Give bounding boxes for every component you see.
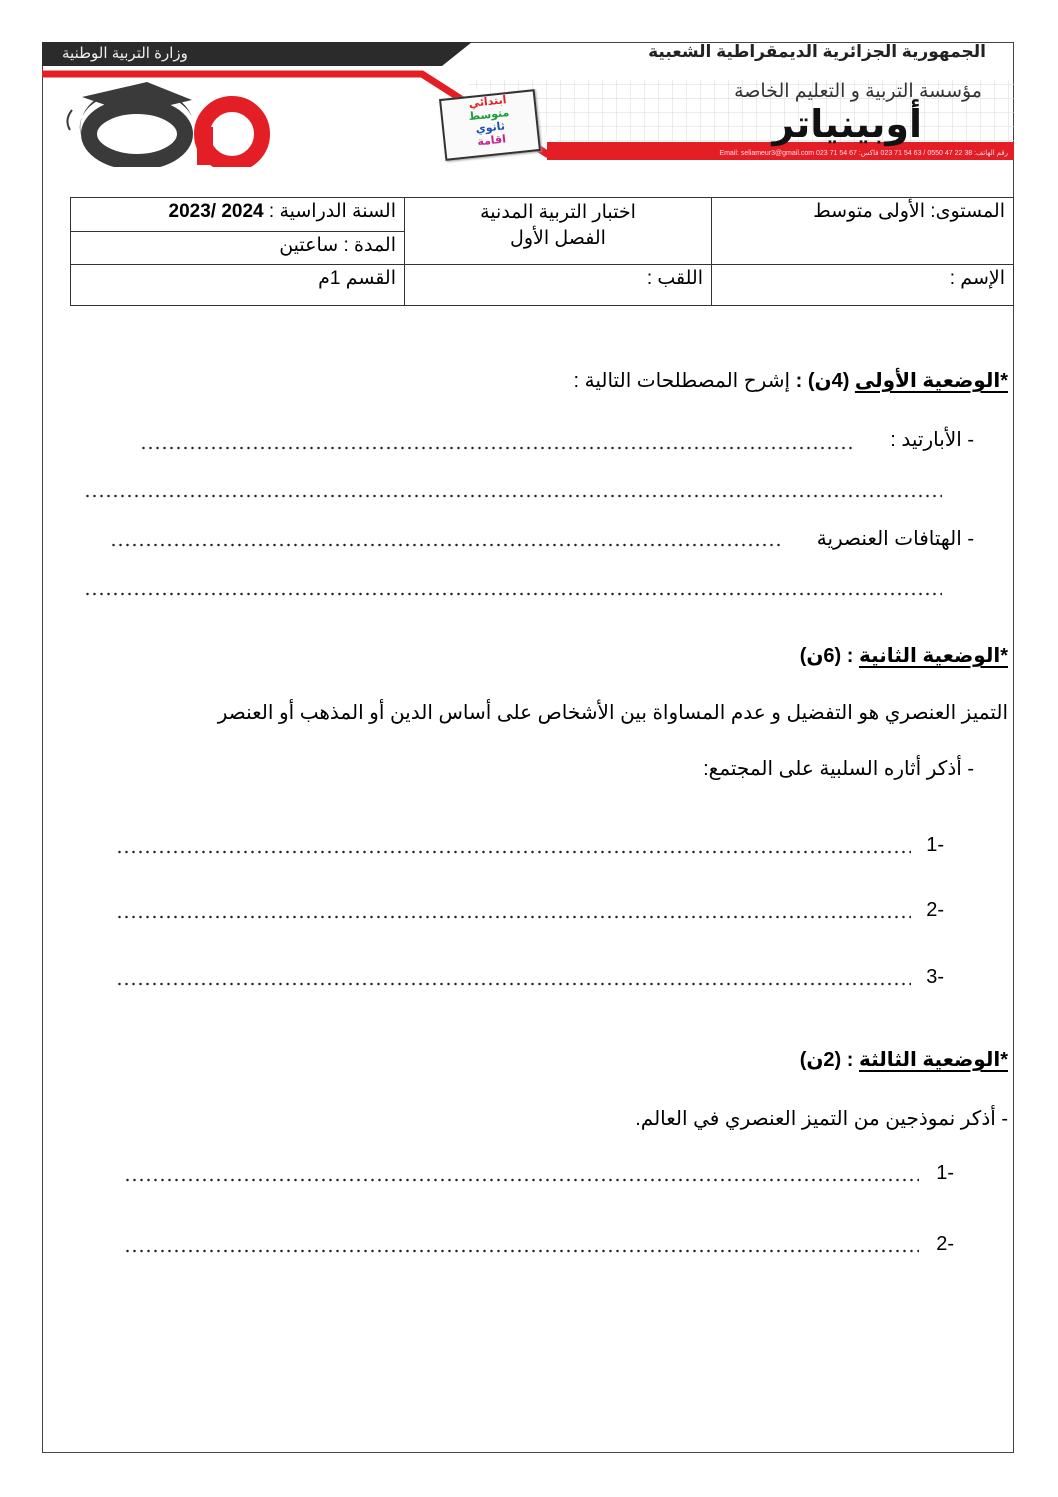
answer-line[interactable]: [110, 543, 780, 547]
exam-term: الفصل الأول: [510, 228, 606, 249]
republic-label: الجمهورية الجزائرية الديمقراطية الشعبية: [648, 42, 986, 61]
school-year-value: 2023/ 2024: [168, 201, 264, 222]
header-banner: [42, 42, 1014, 167]
answer-number: -2: [936, 1233, 954, 1255]
class-cell: [71, 265, 405, 306]
exam-title: اختبار التربية المدنية: [480, 202, 636, 223]
surname-label: اللقب :: [646, 268, 703, 289]
section3-title: *الوضعية الثالثة: [859, 1049, 1008, 1071]
duration-text: المدة : ساعتين: [279, 234, 396, 256]
answer-line[interactable]: [116, 982, 911, 986]
institution-name: مؤسسة التربية و التعليم الخاصة: [734, 81, 982, 102]
level-residence: اقامة: [476, 133, 507, 149]
answer-line[interactable]: [116, 915, 911, 919]
answer-line[interactable]: [124, 1178, 919, 1182]
section1-instruction: إشرح المصطلحات التالية :: [573, 370, 791, 392]
level-secondary: ثانوي: [475, 120, 506, 136]
level-text: المستوى: الأولى متوسط: [813, 201, 1005, 222]
exam-title-cell: [405, 198, 712, 265]
level-primary: ابتدائي: [468, 94, 508, 111]
answer-line[interactable]: [124, 1249, 919, 1253]
section2-heading: [800, 643, 1008, 668]
answer-line[interactable]: [84, 494, 942, 498]
levels-board: [439, 89, 541, 161]
section3-heading: [800, 1047, 1008, 1072]
section1-points: (4ن) :: [795, 370, 850, 392]
name-cell[interactable]: [712, 265, 1014, 306]
logo-icon: [67, 82, 262, 165]
answer-line[interactable]: [140, 446, 852, 450]
name-label: الإسم :: [949, 268, 1005, 289]
answer-line[interactable]: [84, 592, 942, 596]
term-racist-chants: - الهتافات العنصرية: [816, 528, 974, 550]
section2-question: - أذكر أثاره السلبية على المجتمع:: [703, 758, 974, 780]
answer-number: -1: [926, 834, 944, 856]
section2-title: *الوضعية الثانية: [859, 645, 1008, 667]
section3-question: - أذكر نموذجين من التميز العنصري في العالم.: [635, 1108, 1008, 1130]
ministry-label: وزارة التربية الوطنية: [62, 45, 188, 62]
answer-number: -2: [926, 899, 944, 921]
class-label: القسم 1م: [318, 268, 396, 289]
level-cell: [712, 198, 1014, 265]
info-table: [70, 197, 1014, 306]
surname-cell[interactable]: [405, 265, 712, 306]
answer-number: -3: [926, 966, 944, 988]
section2-definition: التميز العنصري هو التفضيل و عدم المساواة بين الأشخاص على أساس الدين أو المذهب أو العنصر: [217, 702, 1008, 724]
answer-number: -1: [936, 1162, 954, 1184]
answer-line[interactable]: [116, 850, 911, 854]
level-middle: متوسط: [468, 106, 510, 124]
school-year-label: السنة الدراسية :: [268, 201, 396, 222]
brand-name: أوبينياتر: [772, 104, 922, 146]
contact-info: رقم الهاتف: 38 22 47 0550 / 63 54 71 023 فاكس: 67 54 71 023 Email: seliameur3@gmail.com: [719, 150, 1008, 157]
term-apartheid: - الأبارتيد :: [890, 429, 974, 451]
section1-heading: [574, 368, 1009, 393]
section1-title: *الوضعية الأولى: [854, 370, 1008, 392]
section3-points: : (2ن): [799, 1049, 854, 1071]
duration-cell: [71, 231, 405, 265]
section2-points: : (6ن): [799, 645, 854, 667]
school-year-cell: [71, 198, 405, 232]
